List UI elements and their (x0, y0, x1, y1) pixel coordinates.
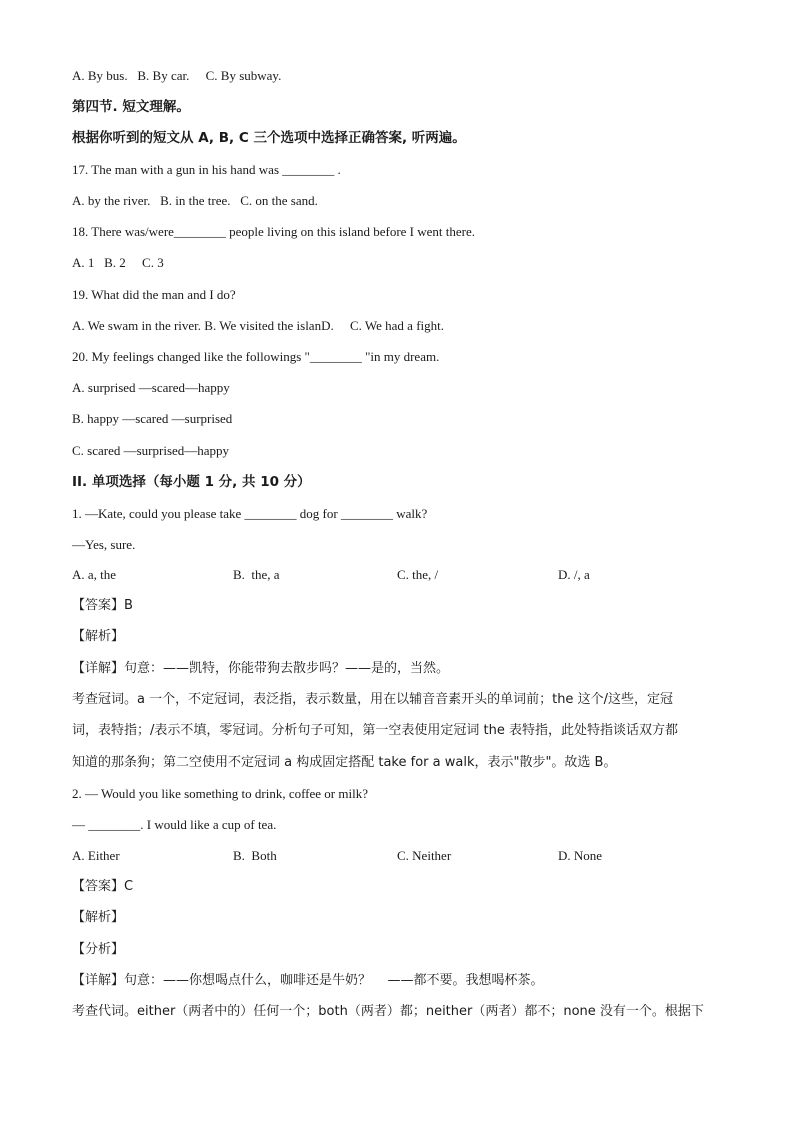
mc2-option-a: A. Either (72, 848, 120, 863)
mc2-detail: 【详解】句意：——你想喝点什么，咖啡还是牛奶？ ——都不要。我想喝杯茶。 (72, 973, 544, 988)
q19-options: A. We swam in the river. B. We visited the islanD. C. We had a fight. (72, 318, 444, 333)
q20-option-a: A. surprised —scared—happy (72, 380, 230, 395)
mc2-option-b: B. Both (233, 848, 277, 863)
mc1-analysis-label: 【解析】 (72, 629, 125, 644)
q18-options: A. 1 B. 2 C. 3 (72, 255, 164, 270)
mc1-stem: 1. —Kate, could you please take ________ dog for ________ walk? (72, 506, 428, 521)
mc2-answer: 【答案】C (72, 879, 134, 894)
mc2-analysis-sub: 【分析】 (72, 942, 125, 957)
q16-options: A. By bus. B. By car. C. By subway. (72, 68, 282, 83)
mc1-explanation-1: 考查冠词。a 一个，不定冠词，表泛指，表示数量，用在以辅音音素开头的单词前；the 这个/这些，定冠 (72, 692, 673, 707)
section-heading: 第四节. 短文理解。 (72, 99, 190, 115)
q19-stem: 19. What did the man and I do? (72, 287, 236, 302)
mc1-option-c: C. the, / (397, 567, 439, 582)
q18-stem: 18. There was/were________ people living on this island before I went there. (72, 224, 476, 239)
mc2-option-d: D. None (558, 848, 603, 863)
section-instruction: 根据你听到的短文从 A, B, C 三个选项中选择正确答案, 听两遍。 (72, 130, 466, 146)
mc2-analysis-label: 【解析】 (72, 910, 125, 925)
mc1-option-d: D. /, a (558, 567, 590, 582)
mc2-explanation-1: 考查代词。either（两者中的）任何一个；both（两者）都；neither（两者）都不；none 没有一个。根据下 (72, 1004, 704, 1019)
mc1-explanation-3: 知道的那条狗；第二空使用不定冠词 a 构成固定搭配 take for a walk，表示"散步"。故选 B。 (72, 755, 617, 770)
q20-option-c: C. scared —surprised—happy (72, 443, 230, 458)
mc2-option-c: C. Neither (397, 848, 452, 863)
q20-stem: 20. My feelings changed like the followings "________ "in my dream. (72, 349, 440, 364)
mc1-option-a: A. a, the (72, 567, 117, 582)
mc1-explanation-2: 词，表特指；/表示不填，零冠词。分析句子可知，第一空表使用定冠词 the 表特指，此处特指谈话双方都 (72, 723, 678, 738)
part-heading: II. 单项选择（每小题 1 分, 共 10 分） (72, 474, 311, 490)
mc2-stem: 2. — Would you like something to drink, coffee or milk? (72, 786, 368, 801)
mc1-reply: —Yes, sure. (72, 537, 136, 552)
mc1-option-b: B. the, a (233, 567, 280, 582)
mc1-detail: 【详解】句意：——凯特，你能带狗去散步吗？——是的，当然。 (72, 661, 450, 676)
q17-stem: 17. The man with a gun in his hand was ________ . (72, 162, 341, 177)
mc2-reply: — ________. I would like a cup of tea. (72, 817, 277, 832)
q17-options: A. by the river. B. in the tree. C. on the sand. (72, 193, 318, 208)
q20-option-b: B. happy —scared —surprised (72, 411, 233, 426)
mc1-answer: 【答案】B (72, 598, 133, 613)
